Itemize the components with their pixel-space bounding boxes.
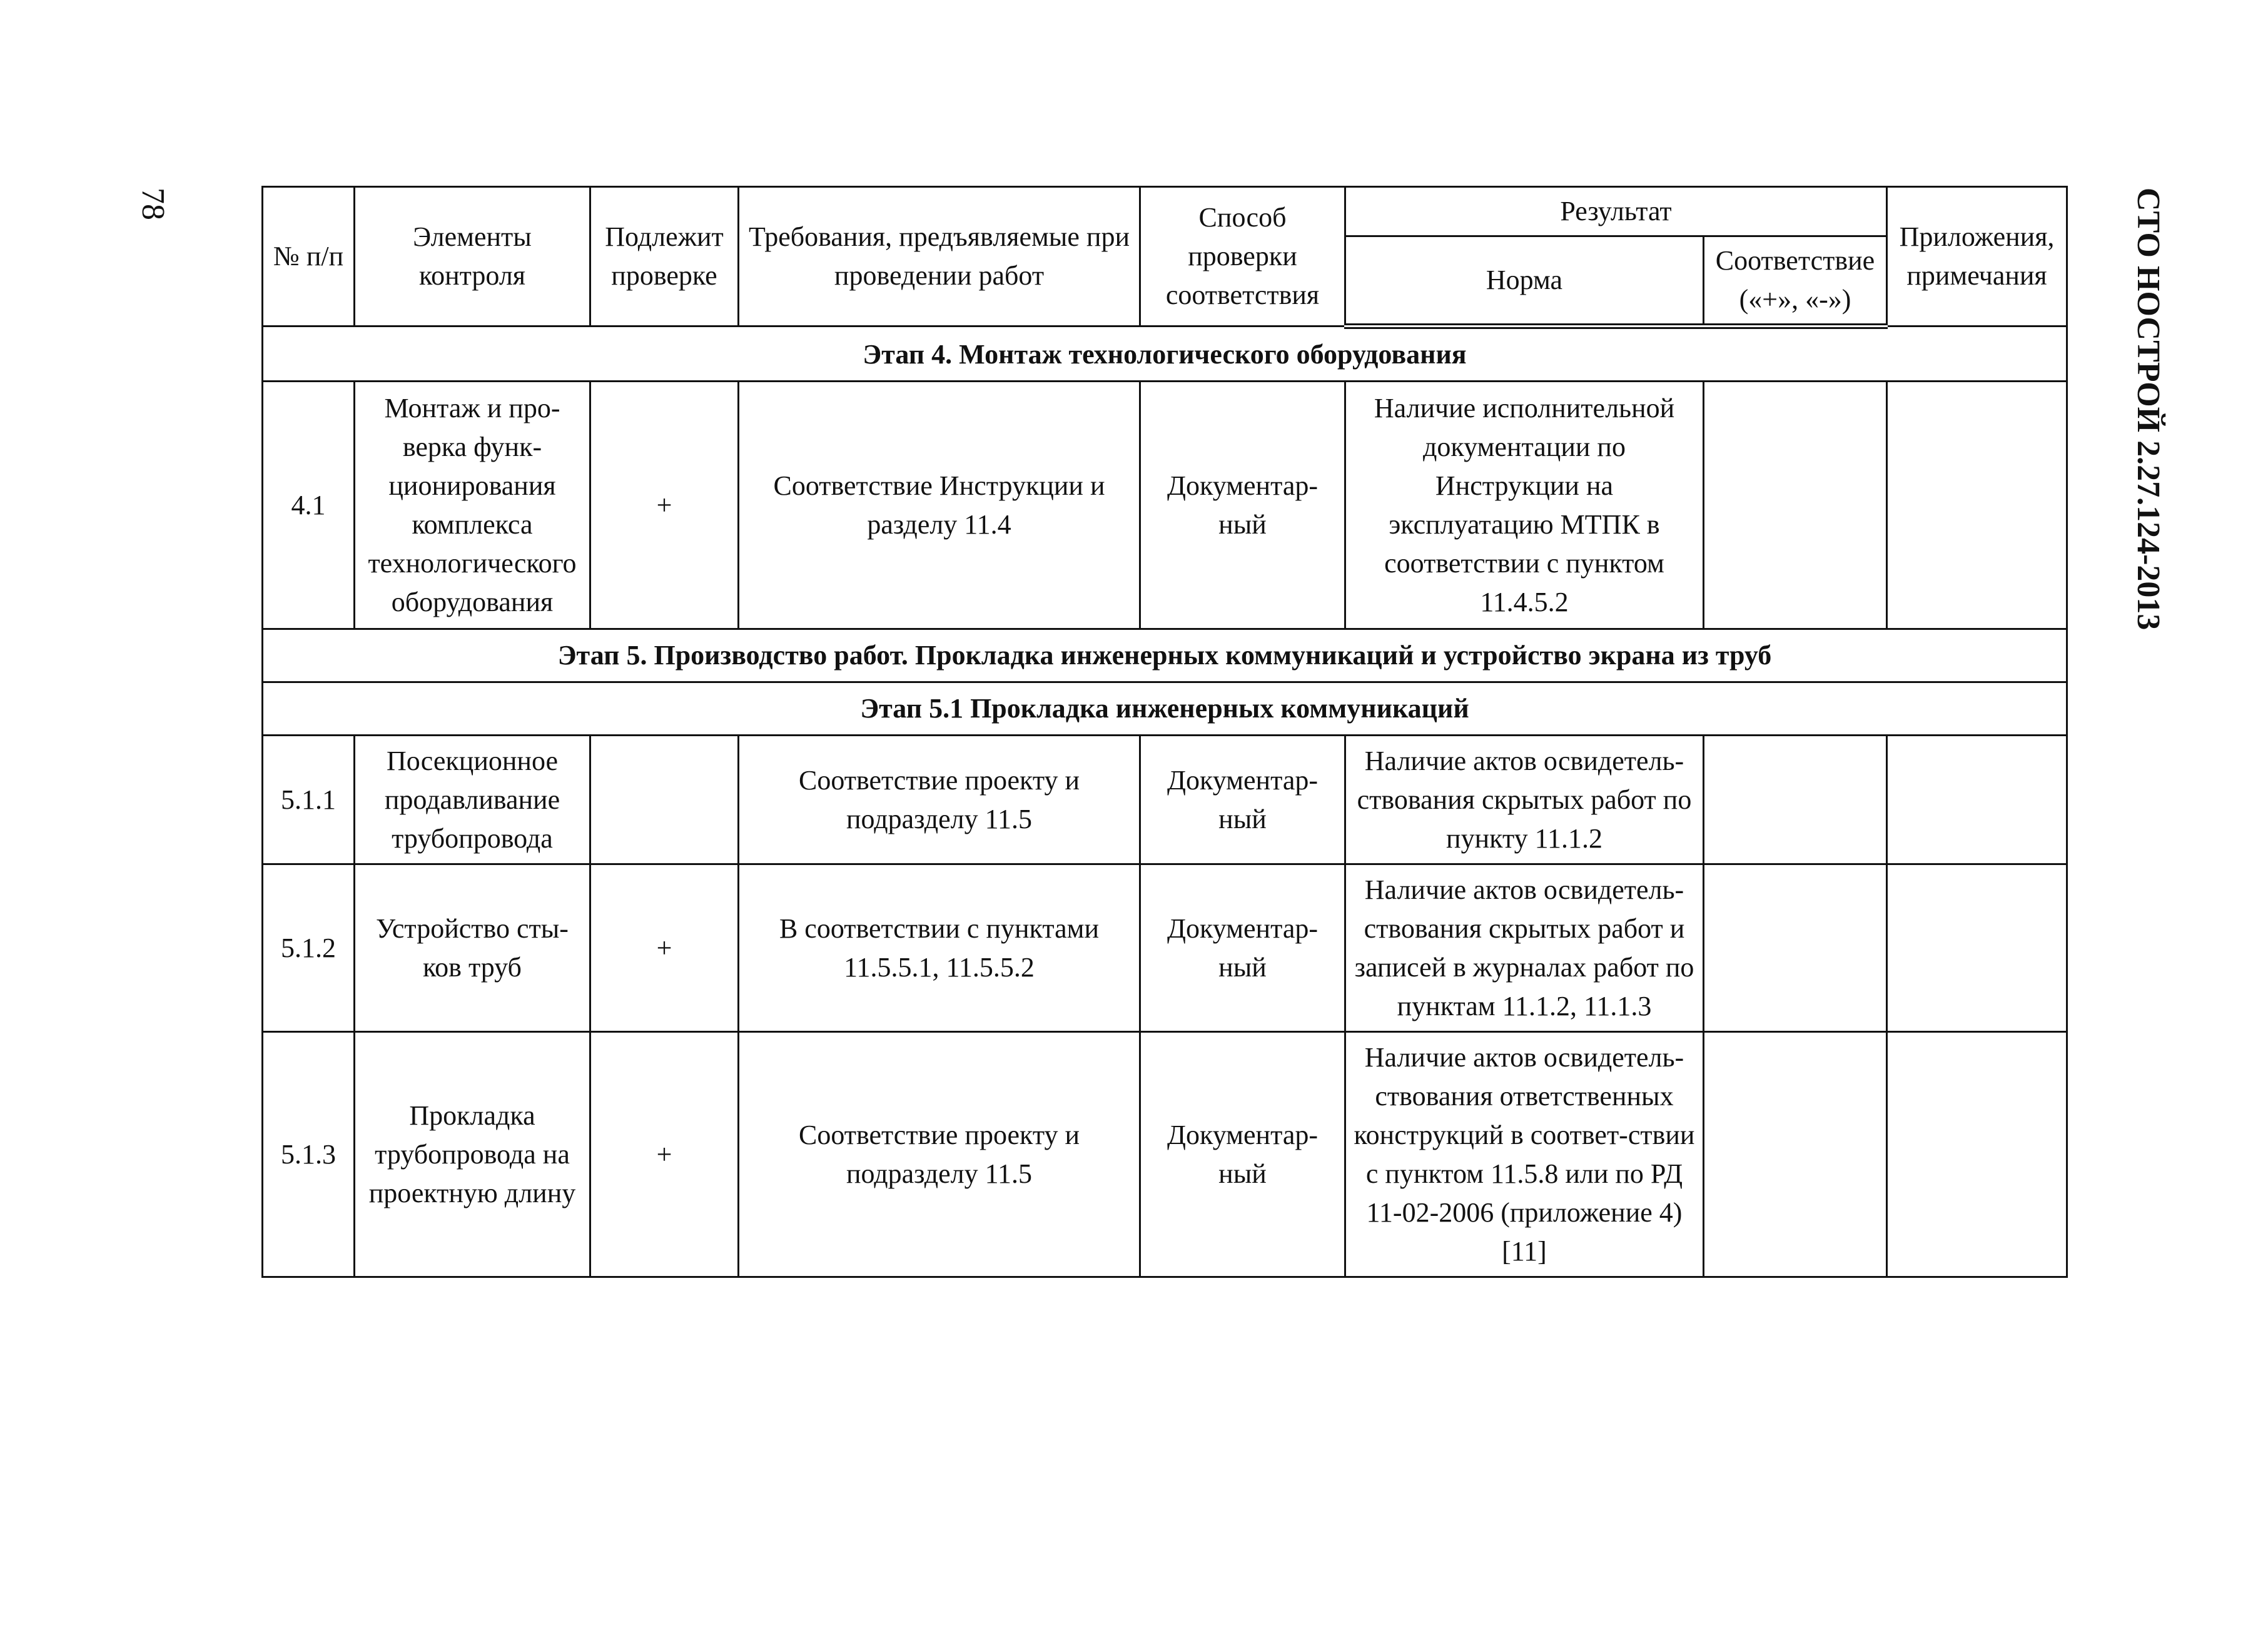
page-number: 78: [135, 188, 171, 220]
row-method: Документар-ный: [1140, 382, 1345, 629]
row-requirement: Соответствие Инструкции и разделу 11.4: [739, 382, 1140, 629]
header-requirements: Требования, предъявляемые при проведении работ: [739, 187, 1140, 327]
row-norm: Наличие актов освидетель-ствования скрытых работ по пункту 11.1.2: [1345, 736, 1704, 864]
row-element: Монтаж и про-верка функ-ционирования комплекса технологического оборудования: [355, 382, 590, 629]
row-notes: [1887, 736, 2067, 864]
row-requirement: В соответствии с пунктами 11.5.5.1, 11.5.5.2: [739, 864, 1140, 1032]
row-check: +: [590, 864, 739, 1032]
row-element: Устройство сты-ков труб: [355, 864, 590, 1032]
row-method: Документар-ный: [1140, 736, 1345, 864]
row-notes: [1887, 382, 2067, 629]
row-norm: Наличие исполнительной документации по Инструкции на эксплуатацию МТПК в соответствии с пунктом 11.4.5.2: [1345, 382, 1704, 629]
table-row: [263, 1032, 2067, 1277]
row-num: 5.1.2: [263, 864, 355, 1032]
row-requirement: Соответствие проекту и подразделу 11.5: [739, 736, 1140, 864]
stage-5-1-header: Этап 5.1 Прокладка инженерных коммуникаций: [263, 682, 2067, 736]
row-notes: [1887, 1032, 2067, 1277]
row-requirement: Соответствие проекту и подразделу 11.5: [739, 1032, 1140, 1277]
row-compliance: [1704, 1032, 1887, 1277]
row-check: [590, 736, 739, 864]
row-compliance: [1704, 864, 1887, 1032]
row-num: 4.1: [263, 382, 355, 629]
header-subject: Подлежит проверке: [590, 187, 739, 327]
row-element: Посекционное продавливание трубопровода: [355, 736, 590, 864]
row-compliance: [1704, 382, 1887, 629]
header-method: Способ проверки соответствия: [1140, 187, 1345, 327]
control-table: [261, 186, 2068, 1278]
row-norm: Наличие актов освидетель-ствования скрытых работ и записей в журналах работ по пунктам 11.1.2, 11.1.3: [1345, 864, 1704, 1032]
row-num: 5.1.1: [263, 736, 355, 864]
row-check: +: [590, 1032, 739, 1277]
row-method: Документар-ный: [1140, 864, 1345, 1032]
header-compliance: Соответствие («+», «-»): [1704, 236, 1887, 327]
header-elements: Элементы контроля: [355, 187, 590, 327]
document-code: СТО НОСТРОЙ 2.27.124-2013: [2130, 188, 2166, 630]
header-result: Результат: [1345, 187, 1887, 236]
row-element: Прокладка трубопровода на проектную длину: [355, 1032, 590, 1277]
header-notes: Приложения, примечания: [1887, 187, 2067, 327]
row-notes: [1887, 864, 2067, 1032]
header-num: № п/п: [263, 187, 355, 327]
stage-5-header: Этап 5. Производство работ. Прокладка инженерных коммуникаций и устройство экрана из труб: [263, 629, 2067, 682]
stage-4-header: Этап 4. Монтаж технологического оборудования: [263, 327, 2067, 382]
row-num: 5.1.3: [263, 1032, 355, 1277]
table-row: [263, 382, 2067, 629]
table-row: [263, 736, 2067, 864]
row-compliance: [1704, 736, 1887, 864]
header-norm: Норма: [1345, 236, 1704, 327]
row-check: +: [590, 382, 739, 629]
row-norm: Наличие актов освидетель-ствования ответственных конструкций в соответ-ствии с пунктом 11.5.8 или по РД 11-02-2006 (приложение 4) [11]: [1345, 1032, 1704, 1277]
row-method: Документар-ный: [1140, 1032, 1345, 1277]
table-row: [263, 864, 2067, 1032]
